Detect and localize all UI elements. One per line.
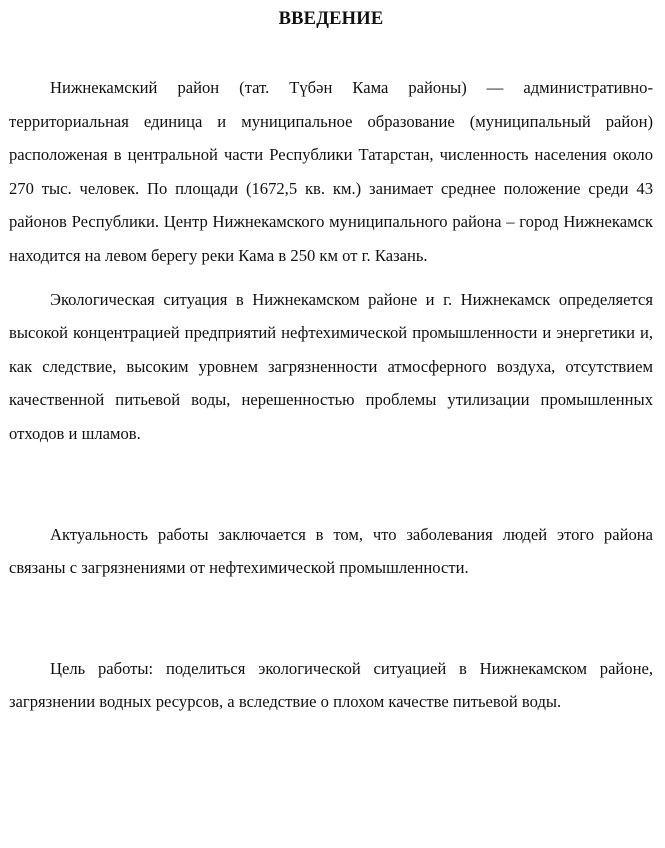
section-title: ВВЕДЕНИЕ <box>278 9 384 29</box>
paragraph-relevance: Актуальность работы заключается в том, что заболевания людей этого района связаны с загрязнениями от нефтехимической промышленности. <box>9 524 653 578</box>
paragraph-district-overview: Нижнекамский район (тат. Түбән Кама районы) — административно-территориальная единица и муниципальное образование (муниципальный район) расположеная в центральной части Республики Татарстан, численность населения около 270 тыс. человек. По площади (1672,5 кв. км.) занимает среднее положение среди 43 районов Республики. Центр Нижнекамского муниципального района – город Нижнекамск находится на левом берегу реки Кама в 250 км от г. Казань. <box>9 78 653 265</box>
paragraph-ecological-situation: Экологическая ситуация в Нижнекамском районе и г. Нижнекамск определяется высокой концентрацией предприятий нефтехимической промышленности и энергетики и, как следствие, высоким уровнем загрязненности атмосферного воздуха, отсутствием качественной питьевой воды, нерешенностью проблемы утилизации промышленных отходов и шламов. <box>9 289 653 443</box>
paragraph-goal: Цель работы: поделиться экологической ситуацией в Нижнекамском районе, загрязнении водных ресурсов, а вследствие о плохом качестве питьевой воды. <box>9 658 653 712</box>
